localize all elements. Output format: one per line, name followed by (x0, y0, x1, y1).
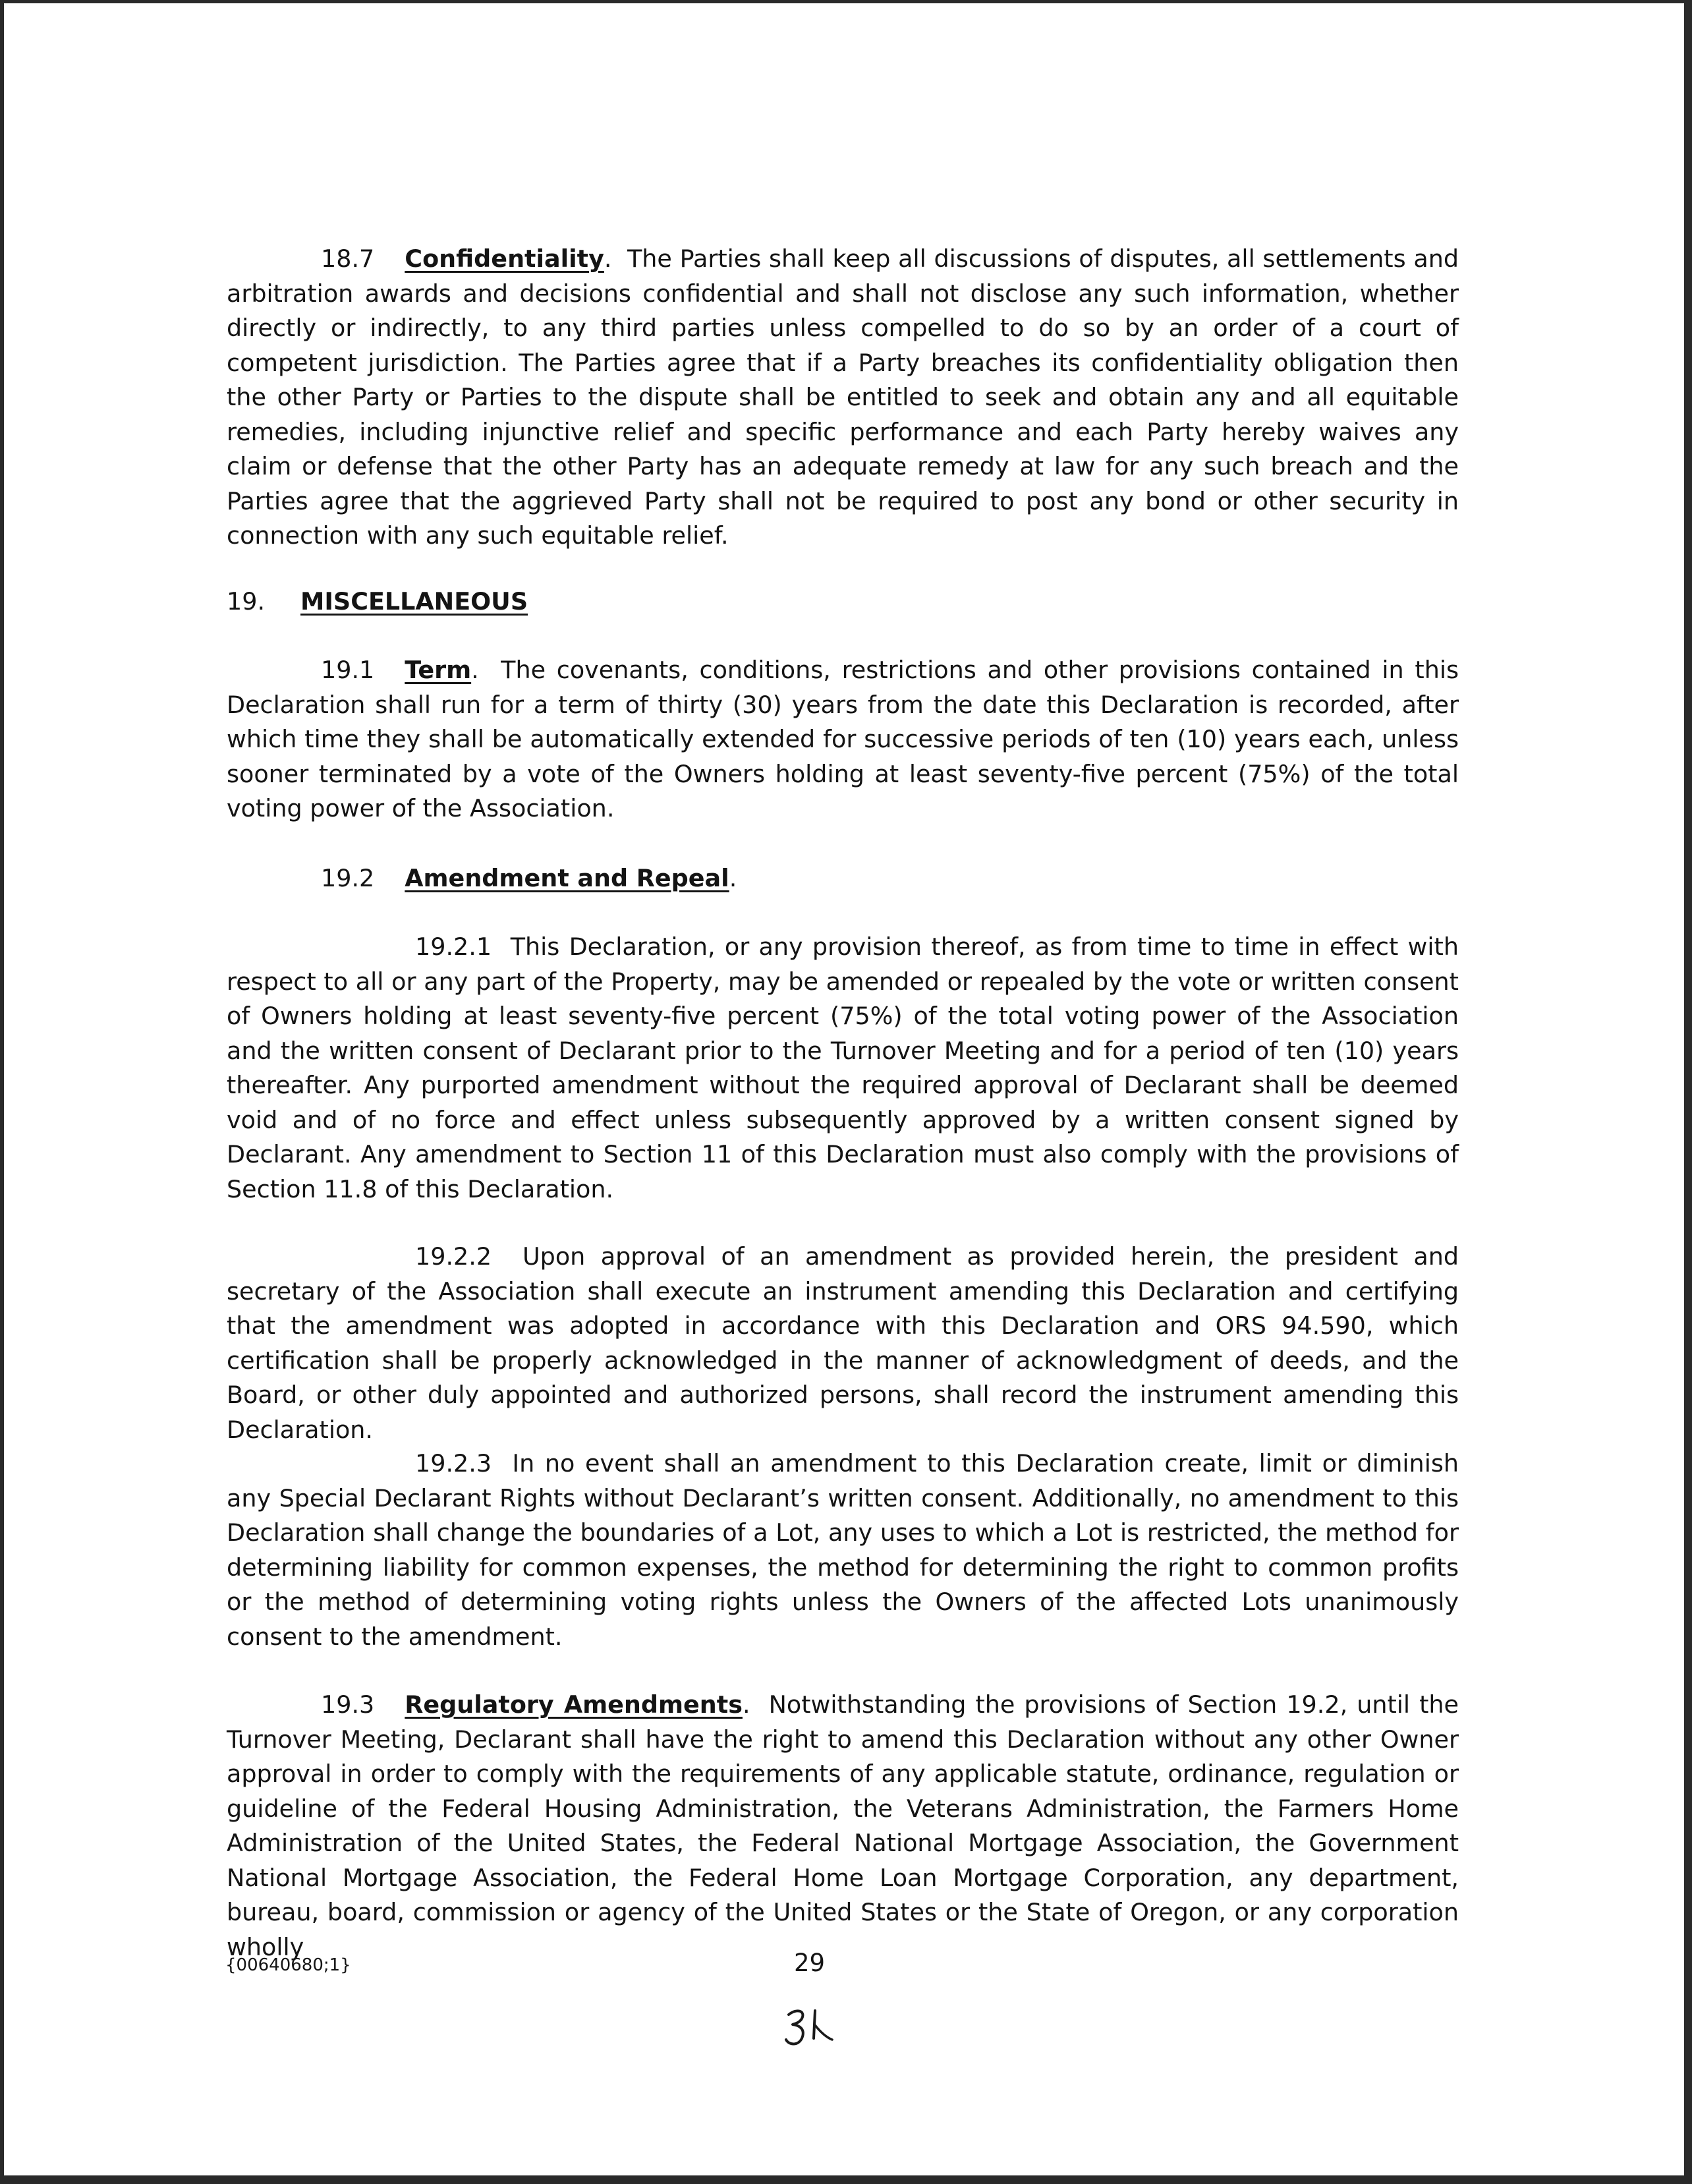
section-body: In no event shall an amendment to this Declaration create, limit or diminish any Special Declarant Rights without Declarant’s written consent. Additionally, no amendment to this Declaration shall change the boundaries of a Lot, any uses to which a Lot is restricted, the method for determining liability for common expenses, the method for determining the right to common profits or the method of determining voting rights unless the Owners of the affected Lots unanimously consent to the amendment. (227, 1449, 1459, 1651)
section-body: The covenants, conditions, restrictions and other provisions contained in this Declaration shall run for a term of thirty (30) years from the date this Declaration is recorded, after which time they shall be automatically extended for successive periods of ten (10) years each, unless sooner terminated by a vote of the Owners holding at least seventy-five percent (75%) of the total voting power of the Association. (227, 656, 1459, 822)
section-19-2-3 (227, 1447, 1459, 1654)
section-title: MISCELLANEOUS (300, 587, 528, 616)
section-number: 19.2 (321, 864, 375, 892)
document-page (4, 3, 1684, 2175)
section-number: 19.2.1 (415, 933, 492, 961)
section-19-1: 19.1 Term. The covenants, conditions, restrictions and other provisions contained in this Declaration shall run for a term of thirty (30) years from the date this Declaration is recorded, after which time they shall be automatically extended for successive periods of ten (10) years each, unless sooner terminated by a vote of the Owners holding at least seventy-five percent (75%) of the total voting power of the Association. (227, 656, 1459, 822)
section-18-7: 18.7 Confidentiality. The Parties shall keep all discussions of disputes, all settlements and arbitration awards and decisions confidential and shall not disclose any such information, whether directly or indirectly, to any third parties unless compelled to do so by an order of a court of competent jurisdiction. The Parties agree that if a Party breaches its confidentiality obligation then the other Party or Parties to the dispute shall be entitled to seek and obtain any and all equitable remedies, including injunctive relief and specific performance and each Party hereby waives any claim or defense that the other Party has an adequate remedy at law for any such breach and the Parties agree that the aggrieved Party shall not be required to post any bond or other security in connection with any such equitable relief. (227, 244, 1459, 550)
section-number: 19.2.2 (415, 1242, 492, 1271)
section-19-2-heading: 19.2 Amendment and Repeal. (321, 864, 737, 892)
handwritten-page-number (783, 2005, 843, 2052)
section-body: This Declaration, or any provision thereof, as from time to time in effect with respect to all or any part of the Property, may be amended or repealed by the vote or written consent of Owners holding at least seventy-five percent (75%) of the total voting power of the Association and the written consent of Declarant prior to the Turnover Meeting and for a period of ten (10) years thereafter. Any purported amendment without the required approval of Declarant shall be deemed void and of no force and effect unless subsequently approved by a written consent signed by Declarant. Any amendment to Section 11 of this Declaration must also comply with the provisions of Section 11.8 of this Declaration. (227, 933, 1459, 1203)
document-id: {00640680;1} (225, 1955, 351, 1975)
section-title: Regulatory Amendments (405, 1690, 743, 1719)
section-number: 19.2.3 (415, 1449, 492, 1478)
section-body: Upon approval of an amendment as provided herein, the president and secretary of the Association shall execute an instrument amending this Declaration and certifying that the amendment was adopted in accordance with this Declaration and ORS 94.590, which certification shall be properly acknowledged in the manner of acknowledgment of deeds, and the Board, or other duly appointed and authorized persons, shall record the instrument amending this Declaration. (227, 1242, 1459, 1444)
section-body: The Parties shall keep all discussions of disputes, all settlements and arbitration awards and decisions confidential and shall not disclose any such information, whether directly or indirectly, to any third parties unless compelled to do so by an order of a court of competent jurisdiction. The Parties agree that if a Party breaches its confidentiality obligation then the other Party or Parties to the dispute shall be entitled to seek and obtain any and all equitable remedies, including injunctive relief and specific performance and each Party hereby waives any claim or defense that the other Party has an adequate remedy at law for any such breach and the Parties agree that the aggrieved Party shall not be required to post any bond or other security in connection with any such equitable relief. (227, 244, 1459, 550)
section-19-2-2 (227, 1240, 1459, 1447)
section-number: 19.1 (321, 656, 375, 684)
section-number: 18.7 (321, 244, 375, 273)
page-number: 29 (794, 1949, 826, 1977)
section-title: Confidentiality (405, 244, 604, 273)
section-title: Amendment and Repeal (405, 864, 729, 892)
section-19-heading (227, 585, 1459, 619)
section-19-2-1 (227, 930, 1459, 1207)
section-body: Notwithstanding the provisions of Section 19.2, until the Turnover Meeting, Declarant shall have the right to amend this Declaration without any other Owner approval in order to comply with the requirements of any applicable statute, ordinance, regulation or guideline of the Federal Housing Administration, the Veterans Administration, the Farmers Home Administration of the United States, the Federal National Mortgage Association, the Government National Mortgage Association, the Federal Home Loan Mortgage Corporation, any department, bureau, board, commission or agency of the United States or the State of Oregon, or any corporation wholly (227, 1690, 1459, 1961)
section-number: 19. (227, 587, 266, 616)
section-number: 19.3 (321, 1690, 375, 1719)
section-title: Term (405, 656, 472, 684)
section-19-3: 19.3 Regulatory Amendments. Notwithstanding the provisions of Section 19.2, until the Turnover Meeting, Declarant shall have the right to amend this Declaration without any other Owner approval in order to comply with the requirements of any applicable statute, ordinance, regulation or guideline of the Federal Housing Administration, the Veterans Administration, the Farmers Home Administration of the United States, the Federal National Mortgage Association, the Government National Mortgage Association, the Federal Home Loan Mortgage Corporation, any department, bureau, board, commission or agency of the United States or the State of Oregon, or any corporation wholly (227, 1690, 1459, 1961)
